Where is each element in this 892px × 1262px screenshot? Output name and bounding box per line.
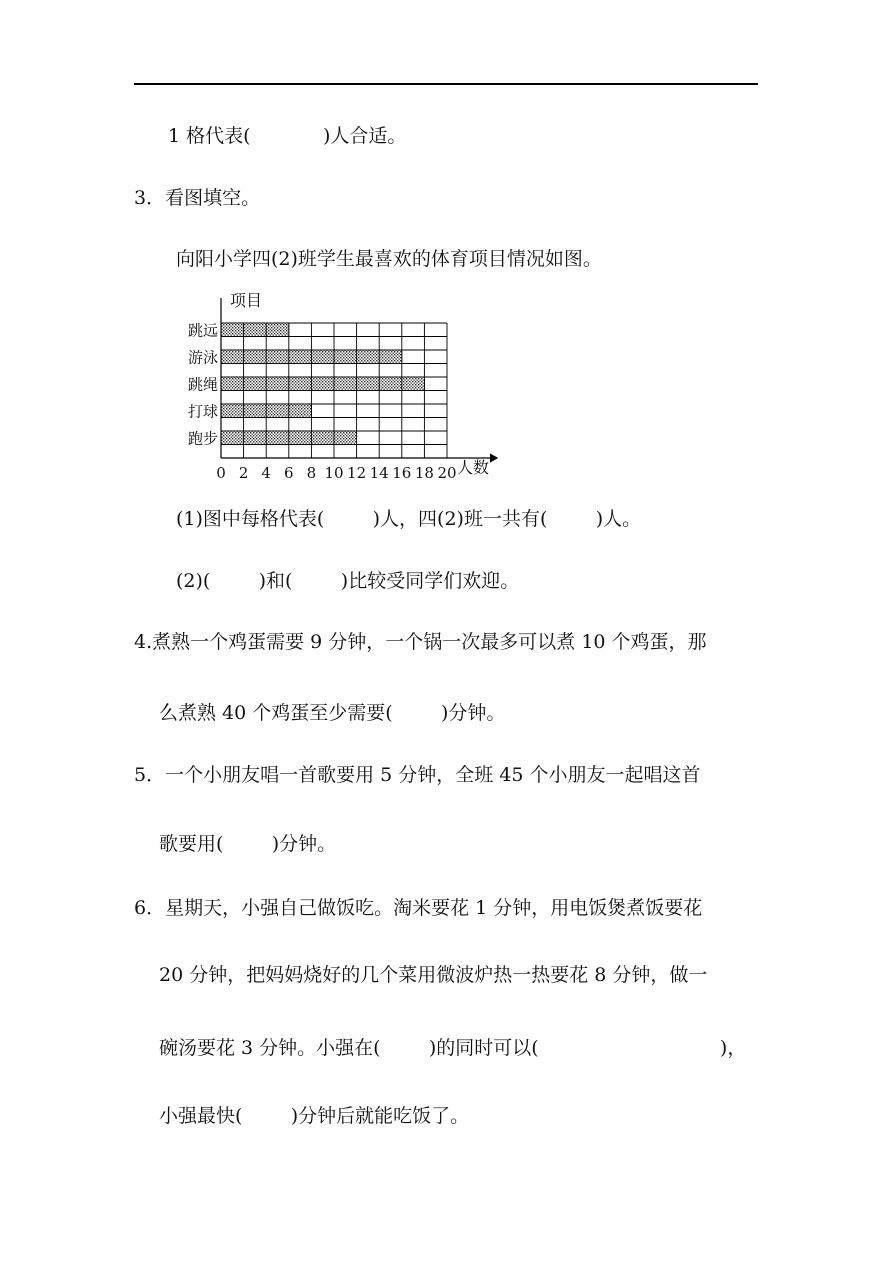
x-tick-label: 2: [238, 464, 249, 482]
question-3-part-2: (2)( )和( )比较受同学们欢迎。: [176, 570, 520, 592]
y-axis-label: 项目: [230, 291, 263, 310]
bar-3: [221, 377, 424, 391]
question-4-line-1: 4.煮熟一个鸡蛋需要 9 分钟，一个锅一次最多可以煮 10 个鸡蛋，那: [134, 631, 707, 653]
category-label: 跳绳: [187, 375, 218, 394]
question-5-line-2: 歌要用( )分钟。: [159, 833, 337, 855]
question-6-line-3: 碗汤要花 3 分钟。小强在( )的同时可以( )，: [159, 1037, 747, 1059]
category-label: 跑步: [187, 429, 218, 448]
question-3-intro: 向阳小学四(2)班学生最喜欢的体育项目情况如图。: [176, 248, 602, 270]
question-5-line-1: 5．一个小朋友唱一首歌要用 5 分钟，全班 45 个小朋友一起唱这首: [134, 764, 701, 786]
question-4-line-2: 么煮熟 40 个鸡蛋至少需要( )分钟。: [159, 702, 506, 724]
sports-bar-chart: [160, 288, 520, 488]
chart-bars: [221, 323, 424, 445]
x-tick-label: 0: [216, 464, 226, 482]
top-rule: [134, 83, 758, 85]
line-scale-answer: 1 格代表( )人合适。: [168, 125, 407, 147]
question-3-title: 3．看图填空。: [134, 187, 261, 209]
x-tick-label: 16: [392, 464, 412, 482]
x-tick-label: 4: [261, 464, 271, 482]
category-label: 跳远: [187, 321, 218, 340]
question-3-part-1: (1)图中每格代表( )人，四(2)班一共有( )人。: [176, 508, 642, 530]
bar-1: [221, 323, 289, 337]
x-tick-label: 20: [437, 464, 457, 482]
x-tick-label: 6: [284, 464, 294, 482]
category-label: 游泳: [187, 348, 218, 367]
x-tick-label: 10: [324, 464, 344, 482]
x-tick-label: 12: [347, 464, 367, 482]
category-label: 打球: [187, 402, 218, 421]
question-6-line-4: 小强最快( )分钟后就能吃饭了。: [159, 1105, 470, 1127]
x-axis-label: 人数: [457, 458, 490, 477]
x-tick-label: 8: [306, 464, 317, 482]
question-6-line-2: 20 分钟，把妈妈烧好的几个菜用微波炉热一热要花 8 分钟，做一: [159, 964, 708, 986]
x-tick-label: 18: [414, 464, 434, 482]
x-tick-label: 14: [369, 464, 389, 482]
question-6-line-1: 6．星期天，小强自己做饭吃。淘米要花 1 分钟，用电饭煲煮饭要花: [134, 897, 703, 919]
